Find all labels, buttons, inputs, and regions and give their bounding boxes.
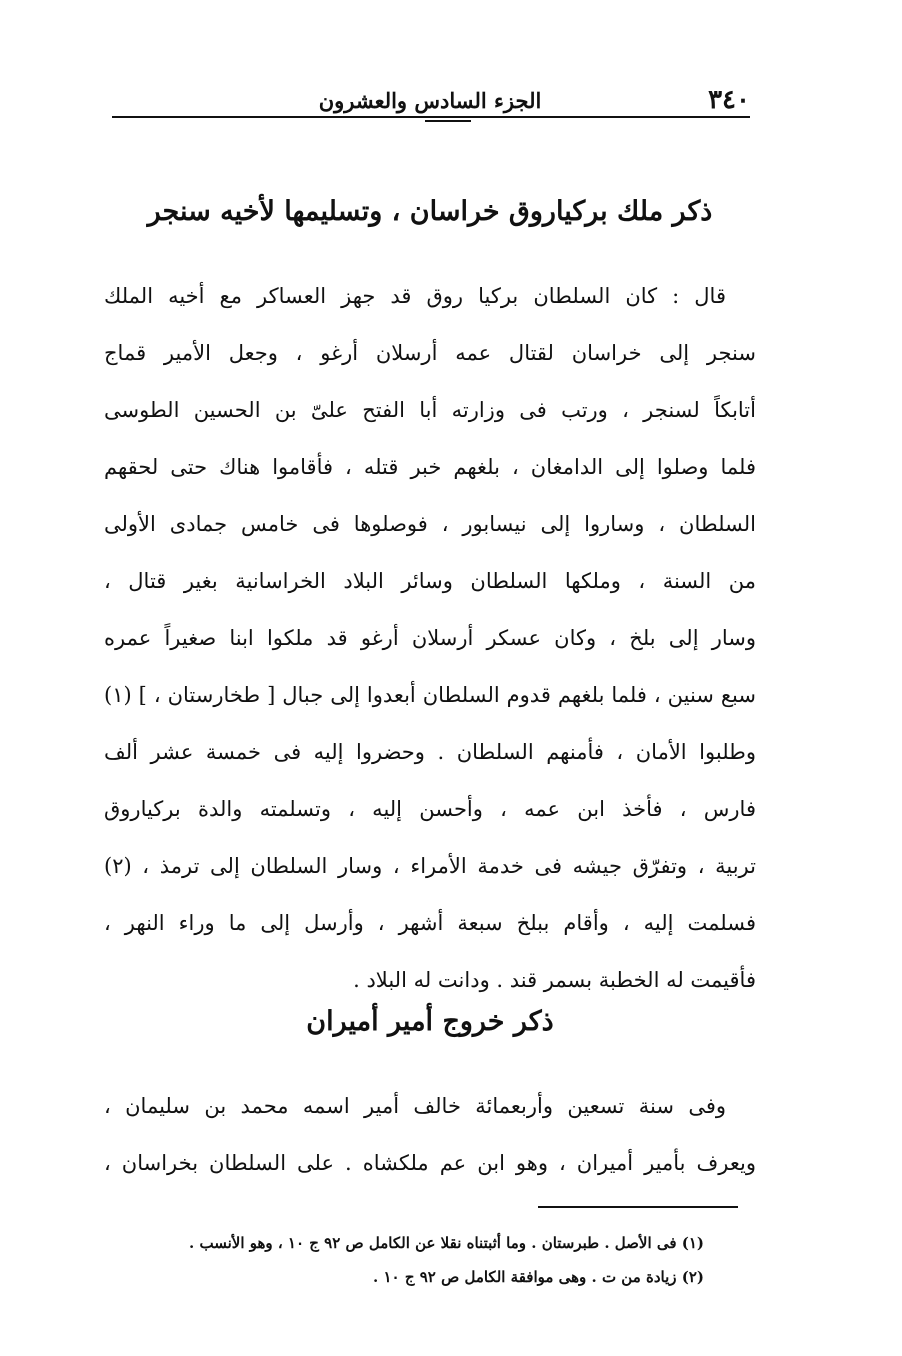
text-line: فارس ، فأخذ ابن عمه ، وأحسن إليه ، وتسلمته والدة بركياروق — [104, 797, 756, 821]
text-line: ويعرف بأمير أميران ، وهو ابن عم ملكشاه . على السلطان بخراسان ، — [104, 1151, 756, 1175]
running-head — [110, 84, 750, 120]
text-line: وطلبوا الأمان ، فأمنهم السلطان . وحضروا إليه فى خمسة عشر ألف — [104, 740, 756, 764]
header-ornament — [425, 120, 471, 122]
text-line: من السنة ، وملكها السلطان وسائر البلاد الخراسانية بغير قتال ، — [104, 569, 756, 593]
footnotes — [104, 1226, 704, 1294]
running-head-title: الجزء السادس والعشرون — [318, 88, 542, 113]
text-line: أتابكاً لسنجر ، ورتب فى وزارته أبا الفتح علىّ بن الحسين الطوسى — [104, 398, 756, 422]
text-line: السلطان ، وساروا إلى نيسابور ، فوصلوها فى خامس جمادى الأولى — [104, 512, 756, 536]
text-line: فأقيمت له الخطبة بسمر قند . ودانت له البلاد . — [353, 968, 756, 992]
page-number: ٣٤٠ — [708, 85, 750, 115]
section-title-amir-amiran: ذكر خروج أمير أميران — [306, 1006, 554, 1037]
text-line: فلما وصلوا إلى الدامغان ، بلغهم خبر قتله ، فأقاموا هناك حتى لحقهم — [104, 455, 756, 479]
text-line: سبع سنين ، فلما بلغهم قدوم السلطان أبعدوا إلى جبال [ طخارستان ، ] (١) — [104, 683, 756, 707]
section-body-barkyaruq — [104, 268, 756, 1009]
header-rule — [112, 116, 750, 118]
text-line: فسلمت إليه ، وأقام ببلخ سبعة أشهر ، وأرسل إلى ما وراء النهر ، — [104, 911, 756, 935]
text-line: وسار إلى بلخ ، وكان عسكر أرسلان أرغو قد ملكوا ابنا صغيراً عمره — [104, 626, 756, 650]
text-line: قال : كان السلطان بركيا روق قد جهز العساكر مع أخيه الملك — [104, 284, 726, 308]
footnote-2: (٢) زيادة من ت . وهى موافقة الكامل ص ٩٢ ج ١٠ . — [373, 1268, 704, 1286]
text-line: تربية ، وتفرّق جيشه فى خدمة الأمراء ، وسار السلطان إلى ترمذ ، (٢) — [104, 854, 756, 878]
footnote-1: (١) فى الأصل . طبرستان . وما أثبتناه نقلا عن الكامل ص ٩٢ ج ١٠ ، وهو الأنسب . — [189, 1234, 704, 1252]
section-title-barkyaruq: ذكر ملك بركياروق خراسان ، وتسليمها لأخيه سنجر — [147, 196, 713, 227]
text-line: وفى سنة تسعين وأربعمائة خالف أمير اسمه محمد بن سليمان ، — [104, 1094, 726, 1118]
text-line: سنجر إلى خراسان لقتال عمه أرسلان أرغو ، وجعل الأمير قماج — [104, 341, 756, 365]
footnote-rule — [538, 1206, 738, 1208]
section-body-amir-amiran — [104, 1078, 756, 1192]
